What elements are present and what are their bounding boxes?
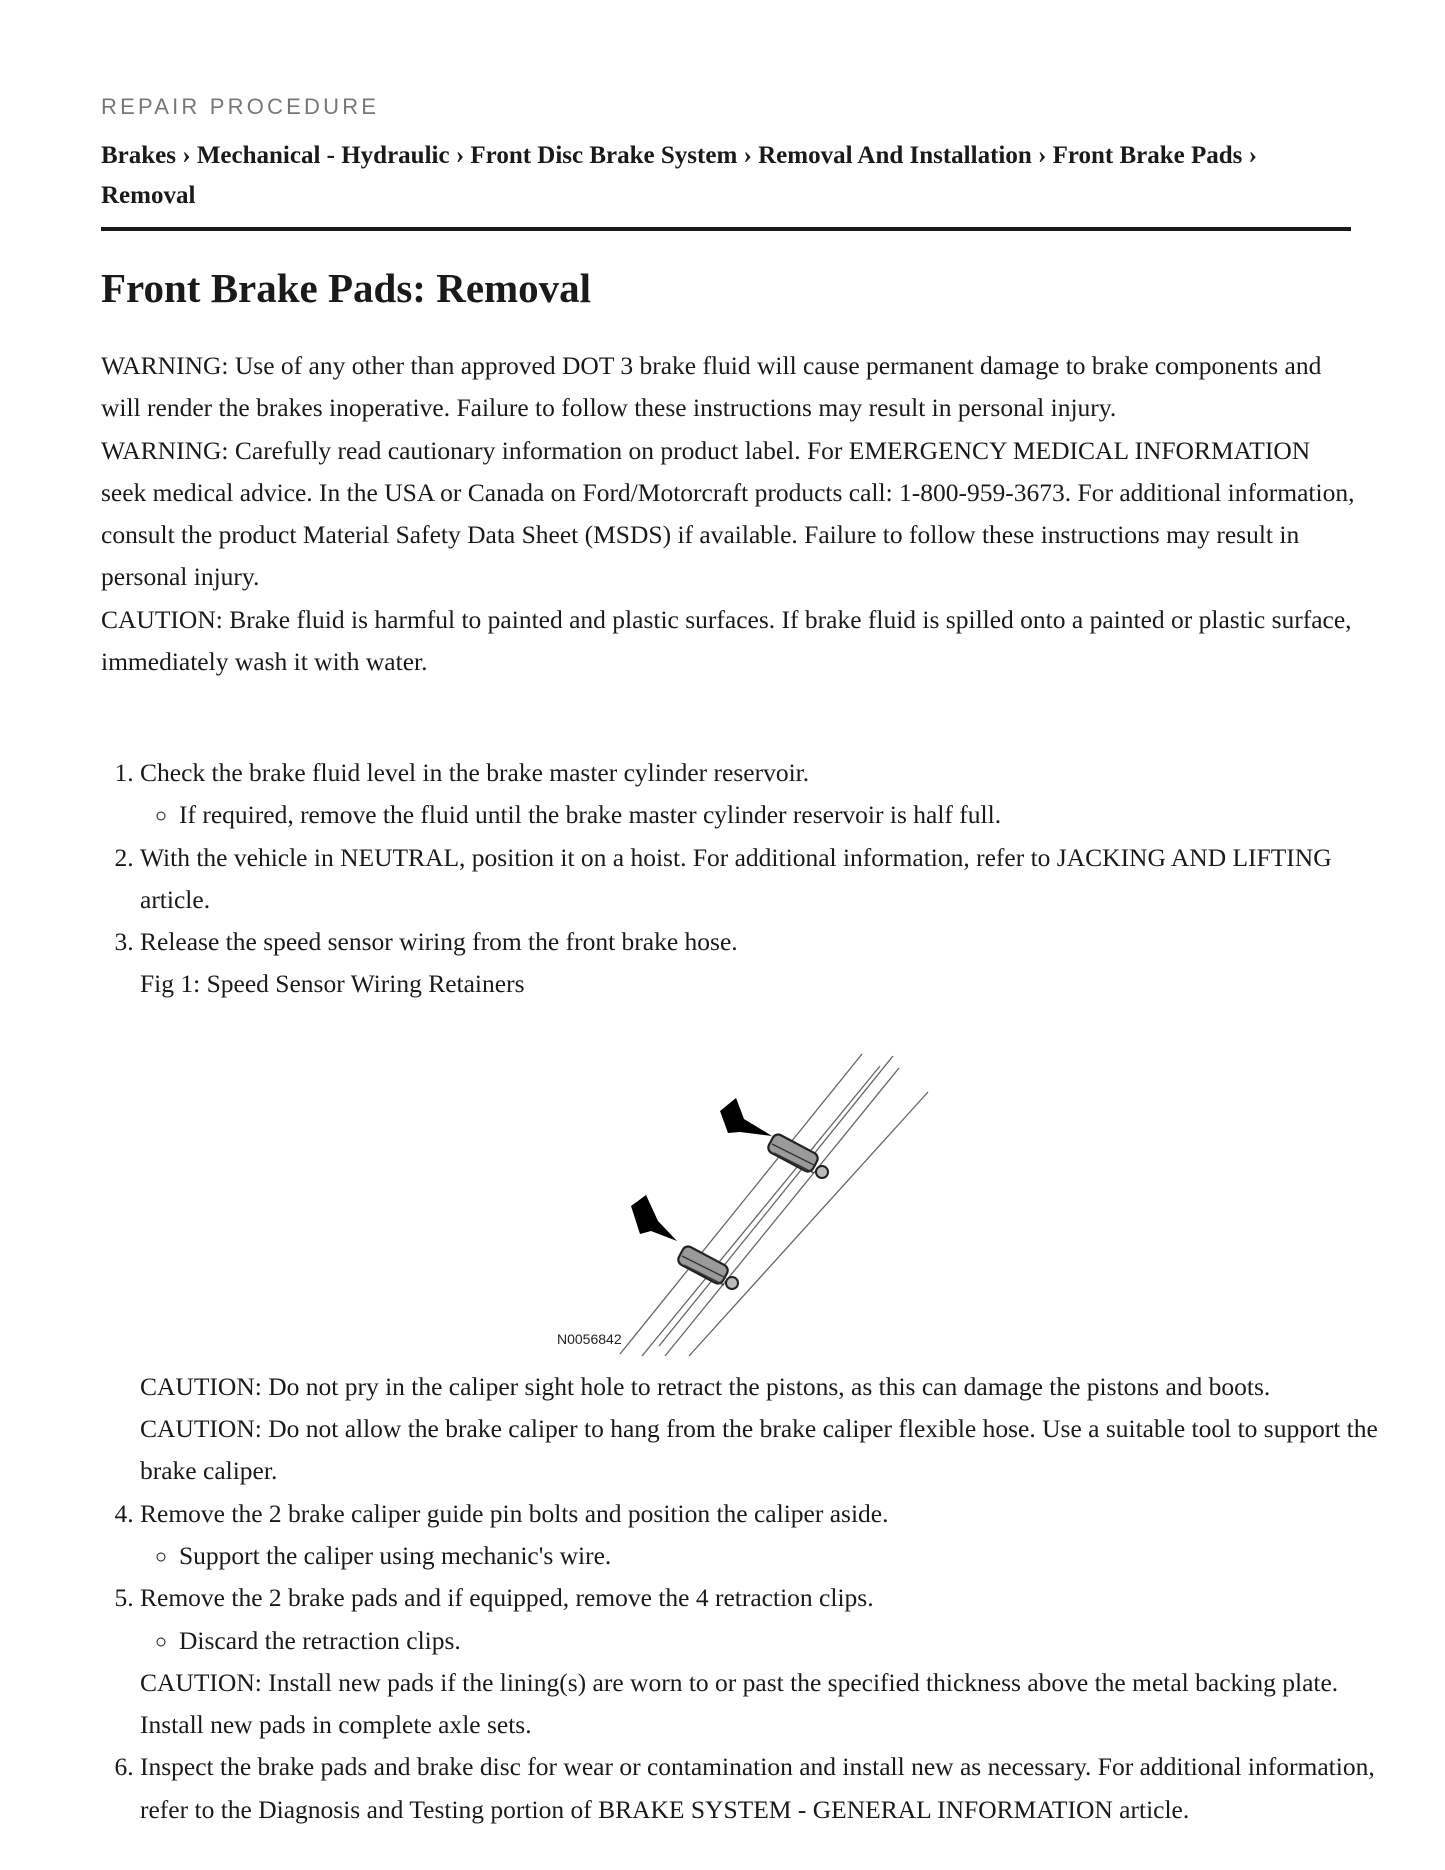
caution-caliper-hang: CAUTION: Do not allow the brake caliper to hang from the brake caliper flexible hose. Use a suitable tool to support the brake caliper.: [140, 1414, 1378, 1486]
step-5: [140, 1577, 1400, 1746]
step-2: [140, 837, 1400, 922]
procedure-steps: [101, 752, 1400, 1831]
step-6: [140, 1746, 1400, 1831]
step-text: With the vehicle in NEUTRAL, position it on a hoist. For additional information, refer to JACKING AND LIFTING article.: [140, 842, 1332, 914]
warning-dot3-fluid: WARNING: Use of any other than approved DOT 3 brake fluid will cause permanent damage to brake components and will render the brakes inoperative. Failure to follow these instructions may result in personal injury.: [101, 351, 1322, 423]
substeps: [140, 1535, 1400, 1577]
substep: ◦ Discard the retraction clips.: [179, 1620, 1400, 1662]
arrow-pointer-lower: [631, 1195, 677, 1241]
upper-retainer-clip: [766, 1132, 828, 1178]
figure-illustration: [140, 1006, 1400, 1366]
doc-kicker: REPAIR PROCEDURE: [101, 94, 380, 119]
step-text: Inspect the brake pads and brake disc for wear or contamination and install new as necessary. For additional information, refer to the Diagnosis and Testing portion of BRAKE SYSTEM - GENERAL INFORMATION article.: [140, 1752, 1375, 1824]
substep: ◦ If required, remove the fluid until the brake master cylinder reservoir is half full.: [179, 794, 1400, 836]
arrow-pointer-upper: [720, 1098, 772, 1136]
figure-speed-sensor-retainers: [140, 1006, 1400, 1366]
step-text: Check the brake fluid level in the brake master cylinder reservoir.: [140, 758, 810, 787]
step-text: Remove the 2 brake pads and if equipped, remove the 4 retraction clips.: [140, 1583, 874, 1613]
caution-pad-thickness: CAUTION: Install new pads if the lining(s) are worn to or past the specified thickness above the metal backing plate. Install new pads in complete axle sets.: [140, 1667, 1339, 1740]
substeps: [140, 1620, 1400, 1662]
step-text: Release the speed sensor wiring from the front brake hose.: [140, 927, 738, 957]
warning-product-label: WARNING: Carefully read cautionary information on product label. For EMERGENCY MEDICAL INFORMATION seek medical advice. In the USA or Canada on Ford/Motorcraft products call: 1-800-959-3673. For additional information, consult the product Material Safety Data Sheet (MSDS) if available. Failure to follow these instructions may result in personal injury.: [101, 435, 1355, 592]
substep: ◦ Support the caliper using mechanic's wire.: [179, 1535, 1400, 1577]
step-4: [140, 1493, 1400, 1578]
substeps: [140, 794, 1400, 836]
header-divider: [101, 227, 1351, 231]
step-text: Remove the 2 brake caliper guide pin bolts and position the caliper aside.: [140, 1498, 889, 1528]
step-3: [140, 921, 1400, 1492]
figure-id: N0056842: [557, 1330, 622, 1347]
safety-notices: [101, 345, 1361, 683]
step-1: [140, 752, 1400, 837]
page-title: Front Brake Pads: Removal: [101, 265, 592, 311]
figure-caption: Fig 1: Speed Sensor Wiring Retainers: [140, 969, 525, 999]
caution-painted-surfaces: CAUTION: Brake fluid is harmful to painted and plastic surfaces. If brake fluid is spilled onto a painted or plastic surface, immediately wash it with water.: [101, 604, 1352, 677]
breadcrumb: Brakes › Mechanical - Hydraulic › Front Disc Brake System › Removal And Installation › Front Brake Pads › Removal: [101, 142, 1257, 209]
caution-caliper-sight-hole: CAUTION: Do not pry in the caliper sight hole to retract the pistons, as this can damage the pistons and boots.: [140, 1371, 1271, 1401]
